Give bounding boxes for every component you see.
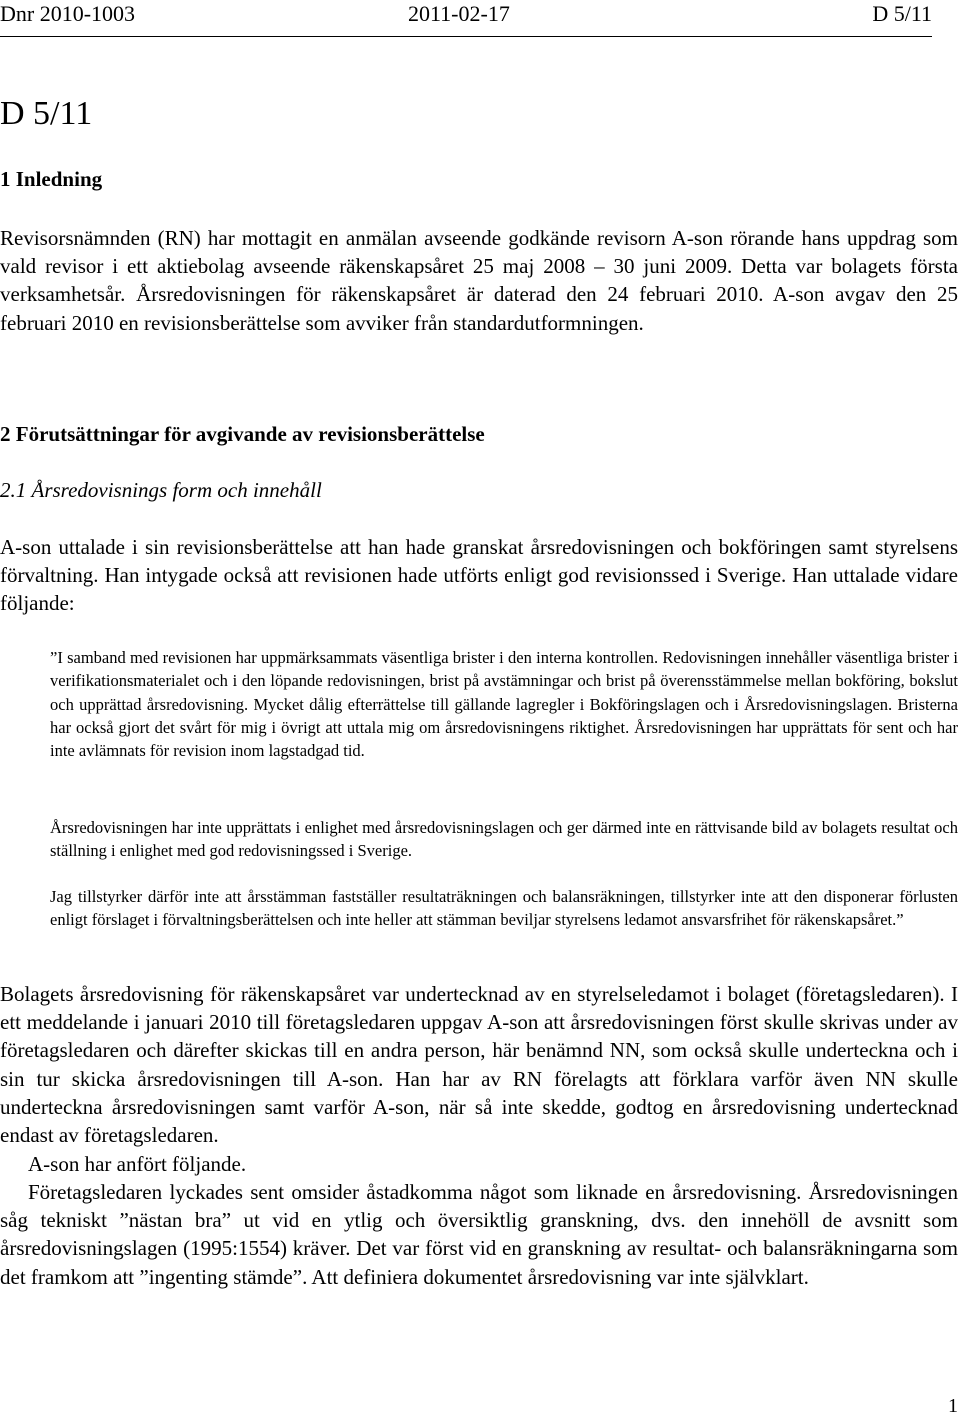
header-dnr: Dnr 2010-1003 — [0, 1, 136, 26]
paragraph-bolagets-arsredovisning: Bolagets årsredovisning för räkenskapsåret var undertecknad av en styrelseledamot i bolaget (företagsledaren). I ett meddelande i januari 2010 till företagsledaren uppgav A-son att årsredovisningen först skulle skrivas under av företagsledaren och därefter skickas till en andra person, här benämnd NN, som också skulle underteckna och i sin tur skicka årsredovisningen till A-son. Han har av RN förelagts att förklara varför även NN skulle underteckna årsredovisningen samt varför A-son, när så inte skedde, godtog en årsredovisning undertecknad endast av företagsledaren. — [0, 982, 958, 1148]
quote-paragraph-3: Jag tillstyrker därför inte att årsstämman fastställer resultaträkningen och balansräkningen, tillstyrker inte att den disponerar förlusten enligt förslaget i förvaltningsberättelsen och inte heller att stämman beviljar styrelsens ledamot ansvarsfrihet för räkenskapsåret.” — [50, 887, 958, 930]
quote-paragraph-1: ”I samband med revisionen har uppmärksammats väsentliga brister i den interna kontrollen. Redovisningen innehåller väsentliga brister i verifikationsmaterialet och i den löpande redovisningen, brist på avstämningar och brist på överensstämmelse mellan bokföring, bokslut och upprättad årsredovisning. Mycket dålig efterrättelse till gällande lagregler i Bokföringslagen och i Årsredovisningslagen. Bristerna har också gjort det svårt för mig i övrigt att uttala mig om årsredovisningens riktighet. Årsredovisningen har upprättats för sent och har inte avlämnats för revision inom lagstadgad tid. — [50, 648, 958, 761]
page-header — [0, 0, 932, 37]
document-title: D 5/11 — [0, 95, 93, 132]
paragraph-inledning: Revisorsnämnden (RN) har mottagit en anmälan avseende godkände revisorn A-son rörande hans uppdrag som vald revisor i ett aktiebolag avseende räkenskapsåret 25 maj 2008 – 30 juni 2009. Detta var bolagets första verksamhetsår. Årsredovisningen för räkenskapsåret är daterad den 24 februari 2010. A-son avgav den 25 februari 2010 en revisionsberättelse som avviker från standardutformningen. — [0, 226, 958, 335]
quote-paragraph-2: Årsredovisningen har inte upprättats i enlighet med årsredovisningslagen och ger därmed inte en rättvisande bild av bolagets resultat och ställning i enlighet med god redovisningssed i Sverige. — [50, 818, 958, 861]
paragraph-foretagsledaren: Företagsledaren lyckades sent omsider åstadkomma något som liknade en årsredovisning. Årsredovisningen såg tekniskt ”nästan bra” ut vid en ytlig och översiktlig granskning, dvs. den innehöll de avsnitt som årsredovisningslagen (1995:1554) kräver. Det var först vid en granskning av resultat- och balansräkningarna som det framkom att ”ingenting stämde”. Att definiera dokumentet årsredovisning var inte självklart. — [0, 1180, 958, 1289]
paragraph-a-son-anfort: A-son har anfört följande. — [28, 1152, 247, 1176]
page-number: 1 — [948, 1395, 958, 1417]
section-heading-inledning: 1 Inledning — [0, 167, 103, 191]
header-ref: D 5/11 — [872, 1, 932, 26]
header-date: 2011-02-17 — [408, 1, 510, 26]
subsection-heading-arsredovisning: 2.1 Årsredovisnings form och innehåll — [0, 478, 322, 502]
paragraph-revisionsberattelse: A-son uttalade i sin revisionsberättelse att han hade granskat årsredovisningen och bokföringen samt styrelsens förvaltning. Han intygade också att revisionen hade utförts enligt god revisionssed i Sverige. Han uttalade vidare följande: — [0, 535, 958, 616]
section-heading-forutsattningar: 2 Förutsättningar för avgivande av revisionsberättelse — [0, 422, 485, 446]
